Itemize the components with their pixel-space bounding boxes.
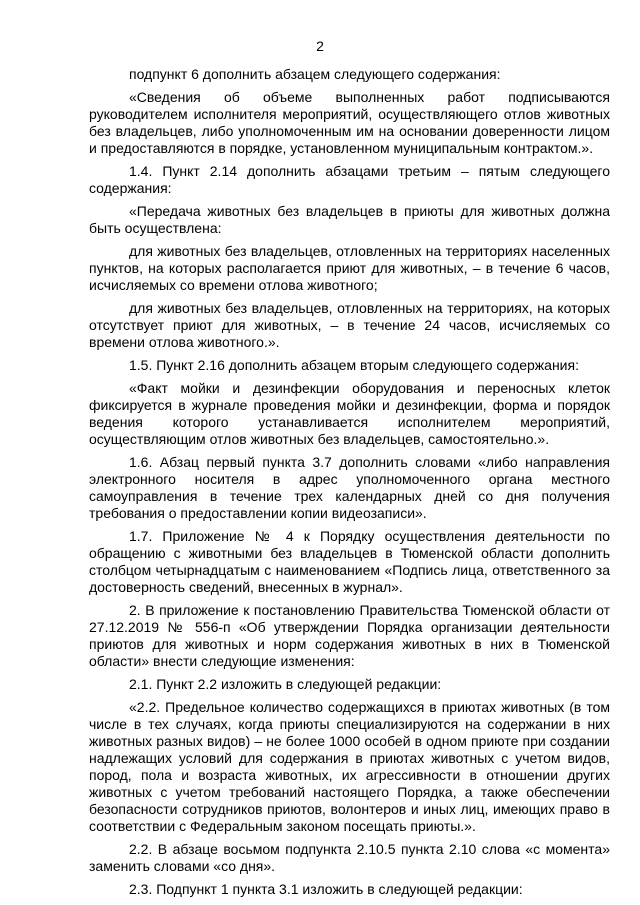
paragraph: 2. В приложение к постановлению Правительства Тюменской области от 27.12.2019 № 556-п «Об утверждении Порядка организации деятельности приютов для животных и норм содержания животных в них в Тюменской области» внести следующие изменения: (89, 602, 610, 669)
paragraph: 1.5. Пункт 2.16 дополнить абзацем вторым следующего содержания: (129, 357, 579, 373)
document-body (89, 66, 610, 904)
paragraph: 1.4. Пункт 2.14 дополнить абзацами третьим – пятым следующего содержания: (89, 163, 610, 196)
paragraph: 2.2. В абзаце восьмом подпункта 2.10.5 пункта 2.10 слова «с момента» заменить словами «со дня». (89, 841, 610, 874)
paragraph: 2.3. Подпункт 1 пункта 3.1 изложить в следующей редакции: (129, 881, 523, 897)
page-number: 2 (316, 38, 324, 54)
paragraph: «Сведения об объеме выполненных работ подписываются руководителем исполнителя мероприятий, осуществляющего отлов животных без владельцев, либо уполномоченным им на основании доверенности лицом и предоставляются в порядке, установленном муниципальным контрактом.». (89, 89, 610, 156)
paragraph: 1.6. Абзац первый пункта 3.7 дополнить словами «либо направления электронного носителя в адрес уполномоченного органа местного самоуправления в течение трех календарных дней со дня получения требования о предоставлении копии видеозаписи». (89, 454, 610, 521)
paragraph: для животных без владельцев, отловленных на территориях населенных пунктов, на которых располагается приют для животных, – в течение 6 часов, исчисляемых со времени отлова животного; (89, 243, 610, 293)
paragraph: 1.7. Приложение № 4 к Порядку осуществления деятельности по обращению с животными без владельцев в Тюменской области дополнить столбцом четырнадцатым с наименованием «Подпись лица, ответственного за достоверность сведений, внесенных в журнал». (89, 528, 610, 595)
paragraph: подпункт 6 дополнить абзацем следующего содержания: (129, 66, 501, 82)
paragraph: «2.2. Предельное количество содержащихся в приютах животных (в том числе в тех случаях, когда приюты специализируются на содержании в них животных разных видов) – не более 1000 особей в одном приюте при создании надлежащих условий для содержания в приютах животных с учетом видов, пород, пола и возраста животных, их агрессивности в отношении других животных с учетом требований настоящего Порядка, а также обеспечении безопасности сотрудников приютов, волонтеров и иных лиц, имеющих право в соответствии с Федеральным законом посещать приюты.». (89, 699, 610, 834)
paragraph: 2.1. Пункт 2.2 изложить в следующей редакции: (129, 676, 442, 692)
paragraph: для животных без владельцев, отловленных на территориях, на которых отсутствует приют для животных, – в течение 24 часов, исчисляемых со времени отлова животного.». (89, 300, 610, 350)
paragraph: «Передача животных без владельцев в приюты для животных должна быть осуществлена: (89, 203, 610, 236)
paragraph: «Факт мойки и дезинфекции оборудования и переносных клеток фиксируется в журнале проведения мойки и дезинфекции, форма и порядок ведения которого устанавливается исполнителем мероприятий, осуществляющим отлов животных без владельцев, самостоятельно.». (89, 380, 610, 447)
